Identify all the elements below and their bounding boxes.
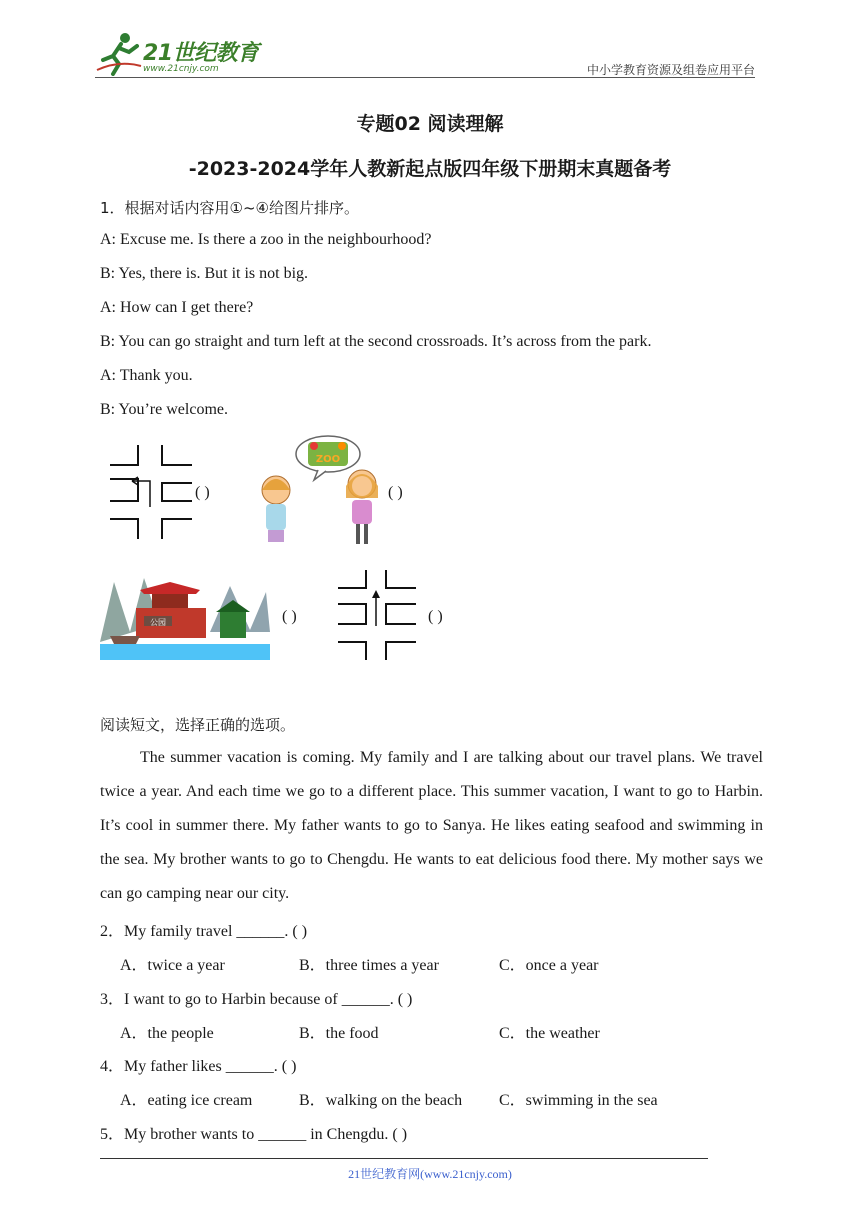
q3-option-b[interactable]: B．the food: [299, 1025, 379, 1042]
q3-option-c[interactable]: C．the weather: [499, 1025, 600, 1042]
answer-blank-2[interactable]: ( ): [388, 484, 403, 501]
crossroads-turn-left-icon: [106, 443, 196, 541]
footer-link[interactable]: 21世纪教育网(www.21cnjy.com): [348, 1167, 512, 1181]
park-sign: 公园: [150, 618, 166, 627]
q1-prompt: 1．根据对话内容用①~④给图片排序。: [100, 199, 360, 217]
dialogue-line: B: You’re welcome.: [100, 401, 228, 418]
question-5-stem: 5．My brother wants to ______ in Chengdu. ( ): [100, 1126, 408, 1143]
q4-option-c[interactable]: C．swimming in the sea: [499, 1092, 658, 1109]
q3-option-a[interactable]: A．the people: [120, 1025, 214, 1042]
girls-asking-zoo-icon: [256, 432, 386, 550]
logo-url: www.21cnjy.com: [143, 64, 219, 74]
zoo-sign: ZOO: [315, 454, 341, 465]
runner-logo-icon: [95, 30, 143, 76]
header-divider: [95, 77, 755, 78]
logo-text: 21世纪教育: [143, 41, 259, 66]
page-header: [95, 30, 755, 80]
site-logo: [95, 30, 265, 78]
q4-option-a[interactable]: A．eating ice cream: [120, 1092, 253, 1109]
question-2-stem: 2．My family travel ______. ( ): [100, 923, 308, 940]
footer-divider: [100, 1158, 708, 1159]
question-4-stem: 4．My father likes ______. ( ): [100, 1058, 297, 1075]
q4-option-b[interactable]: B．walking on the beach: [299, 1092, 463, 1109]
dialogue-line: B: Yes, there is. But it is not big.: [100, 265, 309, 282]
q2-option-b[interactable]: B．three times a year: [299, 957, 439, 974]
dialogue-line: A: Excuse me. Is there a zoo in the neighbourhood?: [100, 231, 432, 248]
reading-instruction: 阅读短文，选择正确的选项。: [100, 716, 296, 734]
crossroads-go-straight-icon: [334, 568, 420, 662]
page-title: 专题02 阅读理解: [356, 113, 504, 135]
q2-option-a[interactable]: A．twice a year: [120, 957, 225, 974]
question-3-stem: 3．I want to go to Harbin because of ______. ( ): [100, 991, 413, 1008]
header-tagline: 中小学教育资源及组卷应用平台: [586, 63, 755, 77]
dialogue-line: A: Thank you.: [100, 367, 193, 384]
reading-passage: The summer vacation is coming. My family and I are talking about our travel plans. We travel twice a year. And each time we go to a different place. This summer vacation, I want to go to Harbin. It’s cool in summer there. My father wants to go to Sanya. He likes eating seafood and swimming in the sea. My brother wants to go to Chengdu. He wants to eat delicious food there. My mother says we can go camping near our city.: [100, 749, 763, 902]
answer-blank-3[interactable]: ( ): [282, 608, 297, 625]
q2-option-c[interactable]: C．once a year: [499, 957, 599, 974]
answer-blank-4[interactable]: ( ): [428, 608, 443, 625]
page-subtitle: -2023-2024学年人教新起点版四年级下册期末真题备考: [188, 158, 672, 180]
answer-blank-1[interactable]: ( ): [195, 484, 210, 501]
dialogue-line: B: You can go straight and turn left at the second crossroads. It’s across from the park.: [100, 333, 652, 350]
dialogue-line: A: How can I get there?: [100, 299, 254, 316]
park-scene-icon: [100, 572, 270, 660]
